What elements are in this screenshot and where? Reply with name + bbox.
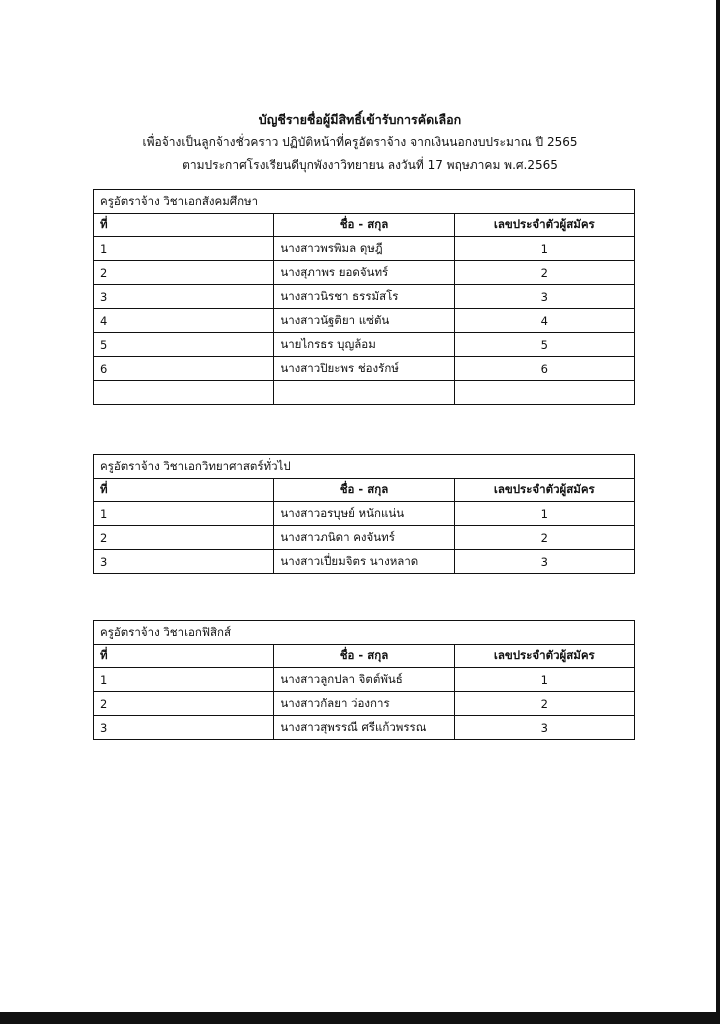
row-name: นายไกรธร บุญล้อม	[274, 333, 454, 357]
row-no: 4	[94, 309, 274, 333]
row-name: นางสาวนิรชา ธรรมัสโร	[274, 285, 454, 309]
row-name: นางสาวสุพรรณี ศรีแก้วพรรณ	[274, 716, 454, 740]
row-no: 5	[94, 333, 274, 357]
table-row	[94, 237, 635, 261]
scan-edge-right	[716, 0, 720, 1024]
row-no: 6	[94, 357, 274, 381]
row-no: 2	[94, 692, 274, 716]
row-no: 2	[94, 526, 274, 550]
row-name: นางสาวนัฐติยา แซ่ตัน	[274, 309, 454, 333]
table-row	[94, 333, 635, 357]
table-row	[94, 309, 635, 333]
row-no: 3	[94, 716, 274, 740]
row-name: นางสาวอรบุษย์ หนักแน่น	[274, 502, 454, 526]
table-row	[94, 550, 635, 574]
document-header	[0, 108, 720, 177]
row-no: 1	[94, 237, 274, 261]
column-header-name: ชื่อ - สกุล	[274, 214, 454, 237]
column-header-no: ที่	[94, 479, 274, 502]
table-header-row	[94, 479, 635, 502]
candidate-table-physics	[93, 620, 635, 740]
table-row	[94, 526, 635, 550]
table-caption-row	[94, 190, 635, 214]
row-applicant-no: 5	[454, 333, 634, 357]
row-name: นางสาวพรพิมล ดุษฎี	[274, 237, 454, 261]
row-applicant-no: 3	[454, 550, 634, 574]
table-caption-row	[94, 621, 635, 645]
table-caption-row	[94, 455, 635, 479]
table-row	[94, 261, 635, 285]
row-name: นางสาวกัลยา ว่องการ	[274, 692, 454, 716]
column-header-name: ชื่อ - สกุล	[274, 479, 454, 502]
empty-cell	[454, 381, 634, 405]
table-caption: ครูอัตราจ้าง วิชาเอกสังคมศึกษา	[94, 190, 635, 214]
table-row	[94, 357, 635, 381]
document-title: บัญชีรายชื่อผู้มีสิทธิ์เข้ารับการคัดเลือก	[258, 112, 462, 127]
scan-edge-bottom	[0, 1012, 720, 1024]
row-no: 1	[94, 502, 274, 526]
table-row	[94, 502, 635, 526]
row-name: นางสุภาพร ยอดจันทร์	[274, 261, 454, 285]
row-applicant-no: 4	[454, 309, 634, 333]
row-name: นางสาวลูกปลา จิตต์พันธ์	[274, 668, 454, 692]
row-applicant-no: 1	[454, 668, 634, 692]
candidate-table-general-science	[93, 454, 635, 574]
row-applicant-no: 3	[454, 285, 634, 309]
row-applicant-no: 3	[454, 716, 634, 740]
row-applicant-no: 1	[454, 502, 634, 526]
table-row	[94, 716, 635, 740]
column-header-applicant-no: เลขประจำตัวผู้สมัคร	[454, 214, 634, 237]
row-no: 3	[94, 285, 274, 309]
row-no: 3	[94, 550, 274, 574]
document-announcement-line: ตามประกาศโรงเรียนดีบุกพังงาวิทยายน ลงวันที่ 17 พฤษภาคม พ.ศ.2565	[182, 158, 558, 172]
row-name: นางสาวภนิดา คงจันทร์	[274, 526, 454, 550]
column-header-name: ชื่อ - สกุล	[274, 645, 454, 668]
column-header-applicant-no: เลขประจำตัวผู้สมัคร	[454, 479, 634, 502]
row-applicant-no: 2	[454, 692, 634, 716]
table-row	[94, 285, 635, 309]
empty-cell	[274, 381, 454, 405]
column-header-no: ที่	[94, 214, 274, 237]
row-name: นางสาวเปี่ยมจิตร นางหลาด	[274, 550, 454, 574]
row-applicant-no: 1	[454, 237, 634, 261]
row-applicant-no: 6	[454, 357, 634, 381]
row-applicant-no: 2	[454, 526, 634, 550]
table-caption: ครูอัตราจ้าง วิชาเอกฟิสิกส์	[94, 621, 635, 645]
table-caption: ครูอัตราจ้าง วิชาเอกวิทยาศาสตร์ทั่วไป	[94, 455, 635, 479]
column-header-no: ที่	[94, 645, 274, 668]
column-header-applicant-no: เลขประจำตัวผู้สมัคร	[454, 645, 634, 668]
table-row	[94, 692, 635, 716]
empty-cell	[94, 381, 274, 405]
row-no: 1	[94, 668, 274, 692]
table-row-empty	[94, 381, 635, 405]
row-applicant-no: 2	[454, 261, 634, 285]
document-subtitle: เพื่อจ้างเป็นลูกจ้างชั่วคราว ปฏิบัติหน้าที่ครูอัตราจ้าง จากเงินนอกงบประมาณ ปี 2565	[142, 135, 578, 149]
row-no: 2	[94, 261, 274, 285]
candidate-table-social-studies	[93, 189, 635, 405]
table-row	[94, 668, 635, 692]
row-name: นางสาวปิยะพร ช่องรักษ์	[274, 357, 454, 381]
table-header-row	[94, 214, 635, 237]
table-header-row	[94, 645, 635, 668]
